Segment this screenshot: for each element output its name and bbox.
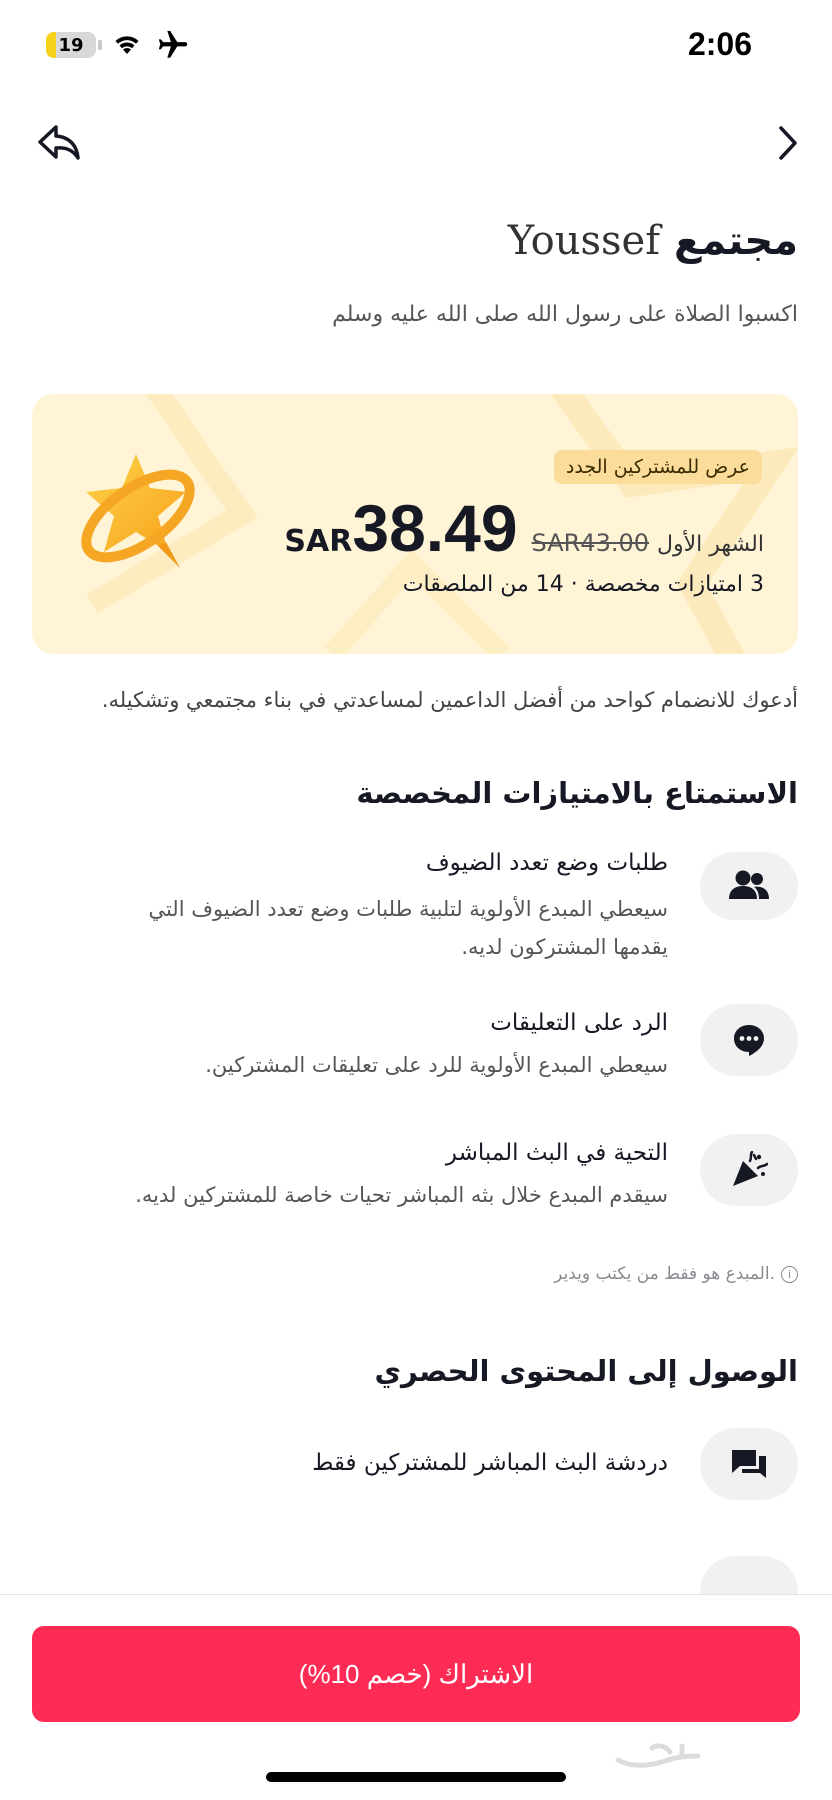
share-button[interactable]: [34, 118, 84, 168]
forward-button[interactable]: [768, 118, 808, 168]
info-icon[interactable]: i: [781, 1266, 798, 1283]
creator-note: [554, 1264, 798, 1284]
haraj-watermark-logo: [612, 1740, 704, 1770]
battery-icon: [46, 32, 96, 58]
price-currency: SAR: [284, 524, 353, 559]
wifi-icon: [112, 30, 142, 56]
subscribe-button[interactable]: [32, 1626, 800, 1722]
perk-title: الرد على التعليقات: [490, 1010, 668, 1036]
community-owner-name: Youssef: [507, 218, 660, 264]
party-popper-icon: [730, 1151, 768, 1189]
clock: 2:06: [687, 26, 752, 62]
price-value: 38.49: [352, 491, 518, 565]
status-bar: [0, 0, 832, 92]
new-subscriber-badge: عرض للمشتركين الجدد: [554, 450, 762, 484]
invite-text: أدعوك للانضمام كواحد من أفضل الداعمين لمساعدتي في بناء مجتمعي وتشكيله.: [101, 688, 798, 712]
divider: [0, 1594, 832, 1595]
perk-title: طلبات وضع تعدد الضيوف: [425, 850, 668, 876]
chat-bubbles-icon: [730, 1446, 768, 1482]
perk-description: سيعطي المبدع الأولوية للرد على تعليقات المشتركين.: [205, 1053, 668, 1077]
perks-section-title: الاستمتاع بالامتيازات المخصصة: [356, 776, 798, 810]
price-line: [284, 490, 764, 570]
users-icon: [727, 869, 771, 903]
offer-card: [32, 394, 798, 654]
perk-icon-container: [700, 1134, 798, 1206]
comment-icon: [731, 1022, 767, 1058]
perk-description-line: يقدمها المشتركون لديه.: [461, 935, 668, 959]
creator-note-text: المبدع هو فقط من يكتب ويدير.: [554, 1264, 775, 1284]
airplane-icon: [156, 28, 190, 62]
perk-description-line: سيعطي المبدع الأولوية لتلبية طلبات وضع تعدد الضيوف التي: [148, 897, 668, 921]
perk-title: دردشة البث المباشر للمشتركين فقط: [312, 1450, 668, 1476]
battery-level: 19: [58, 34, 84, 56]
perk-description: [68, 890, 668, 966]
star-orbit-icon: [74, 446, 204, 576]
battery-nub: [98, 40, 102, 50]
perk-icon-container: [700, 1004, 798, 1076]
subscribe-button-label: الاشتراك (خصم 10%): [298, 1658, 534, 1689]
perk-summary: 3 امتيازات مخصصة · 14 من الملصقات: [402, 572, 764, 597]
perk-icon-container: [700, 1428, 798, 1500]
perk-title: التحية في البث المباشر: [445, 1140, 668, 1166]
perk-description: سيقدم المبدع خلال بثه المباشر تحيات خاصة للمشتركين لديه.: [135, 1183, 668, 1207]
page-title: [508, 218, 798, 264]
perk-icon-container: [700, 852, 798, 920]
home-indicator: [266, 1772, 566, 1782]
community-description: اكسبوا الصلاة على رسول الله صلى الله عليه وسلم: [332, 302, 798, 327]
exclusive-section-title: الوصول إلى المحتوى الحصري: [374, 1354, 798, 1388]
old-price: SAR43.00: [531, 529, 650, 557]
share-arrow-icon: [36, 123, 82, 163]
first-month-label: الشهر الأول: [657, 532, 764, 557]
chevron-right-icon: [776, 124, 800, 162]
community-title-prefix: مجتمع: [673, 218, 798, 264]
